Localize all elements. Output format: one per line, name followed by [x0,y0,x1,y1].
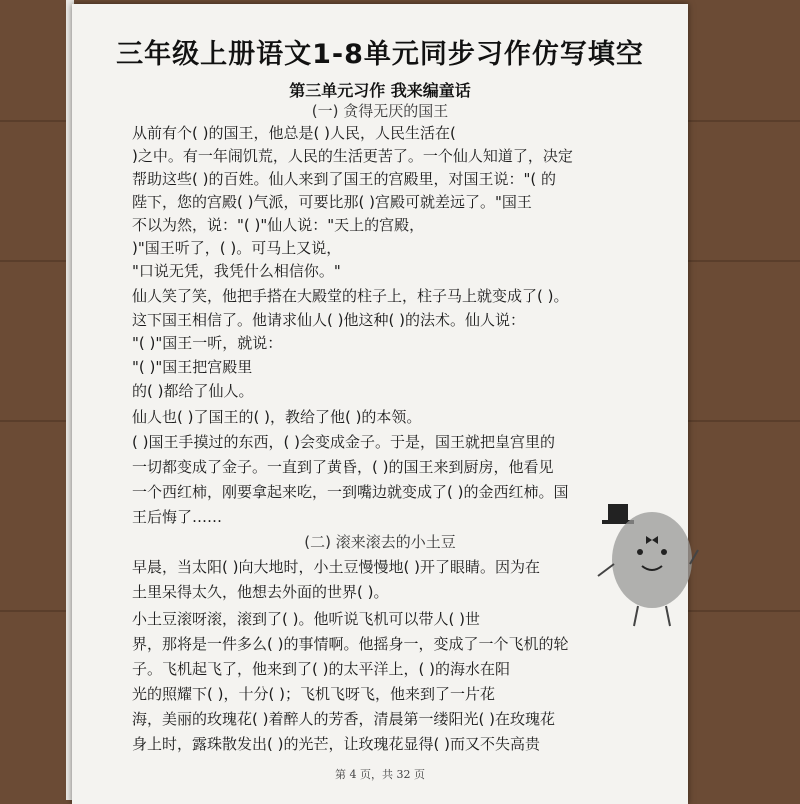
text-line: 子。飞机起飞了，他来到了( )的太平洋上，( )的海水在阳 [132,660,510,678]
text-line: 一个西红柿，刚要拿起来吃，一到嘴边就变成了( )的金西红柿。国 [132,483,569,501]
text-line: 仙人也( )了国王的( )，教给了他( )的本领。 [132,408,422,426]
text-line: 界，那将是一件多么( )的事情啊。他摇身一，变成了一个飞机的轮 [132,635,569,653]
text-line: 早晨，当太阳( )向大地时，小土豆慢慢地( )开了眼睛。因为在 [132,558,540,576]
text-line: "口说无凭，我凭什么相信你。" [132,262,341,280]
text-line: 帮助这些( )的百姓。仙人来到了国王的宫殿里，对国王说："( 的 [132,170,556,188]
text-line: 光的照耀下( )，十分( )；飞机飞呀飞，他来到了一片花 [132,685,495,703]
text-line: 的( )都给了仙人。 [132,382,254,400]
text-line: "( )"国王一听，就说： [132,334,283,352]
section-title-1: (一) 贪得无厌的国王 [311,102,449,120]
potato-mascot-illustration [590,490,700,630]
text-line: 一切都变成了金子。一直到了黄昏，( )的国王来到厨房，他看见 [132,458,554,476]
text-line: 土里呆得太久，他想去外面的世界( )。 [132,583,389,601]
text-line: )之中。有一年闹饥荒，人民的生活更苦了。一个仙人知道了，决定 [132,147,573,165]
section-title-2: (二) 滚来滚去的小土豆 [304,533,456,551]
text-line: 王后悔了…… [132,508,223,526]
text-line: "( )"国王把宫殿里 [132,358,253,376]
text-line: 不以为然，说："( )"仙人说："天上的宫殿， [132,216,425,234]
unit-subtitle: 第三单元习作 我来编童话 [289,81,471,100]
text-line: 身上时，露珠散发出( )的光芒，让玫瑰花显得( )而又不失高贵 [132,735,540,753]
text-line: 仙人笑了笑，他把手搭在大殿堂的柱子上，柱子马上就变成了( )。 [132,287,569,305]
page-title: 三年级上册语文1-8单元同步习作仿写填空 [116,39,644,70]
text-line: 小土豆滚呀滚，滚到了( )。他听说飞机可以带人( )世 [132,610,480,628]
text-line: ( )国王手摸过的东西，( )会变成金子。于是，国王就把皇宫里的 [132,433,555,451]
worksheet-page [72,4,688,804]
text-line: )"国王听了，( )。可马上又说， [132,239,342,257]
text-line: 陛下，您的宫殿( )气派，可要比那( )宫殿可就差远了。"国王 [132,193,532,211]
text-line: 这下国王相信了。他请求仙人( )他这种( )的法术。仙人说： [132,311,525,329]
text-line: 海，美丽的玫瑰花( )着醉人的芳香，清晨第一缕阳光( )在玫瑰花 [132,710,555,728]
text-line: 从前有个( )的国王，他总是( )人民，人民生活在( [132,124,456,142]
page-number-footer: 第 4 页，共 32 页 [335,768,425,781]
